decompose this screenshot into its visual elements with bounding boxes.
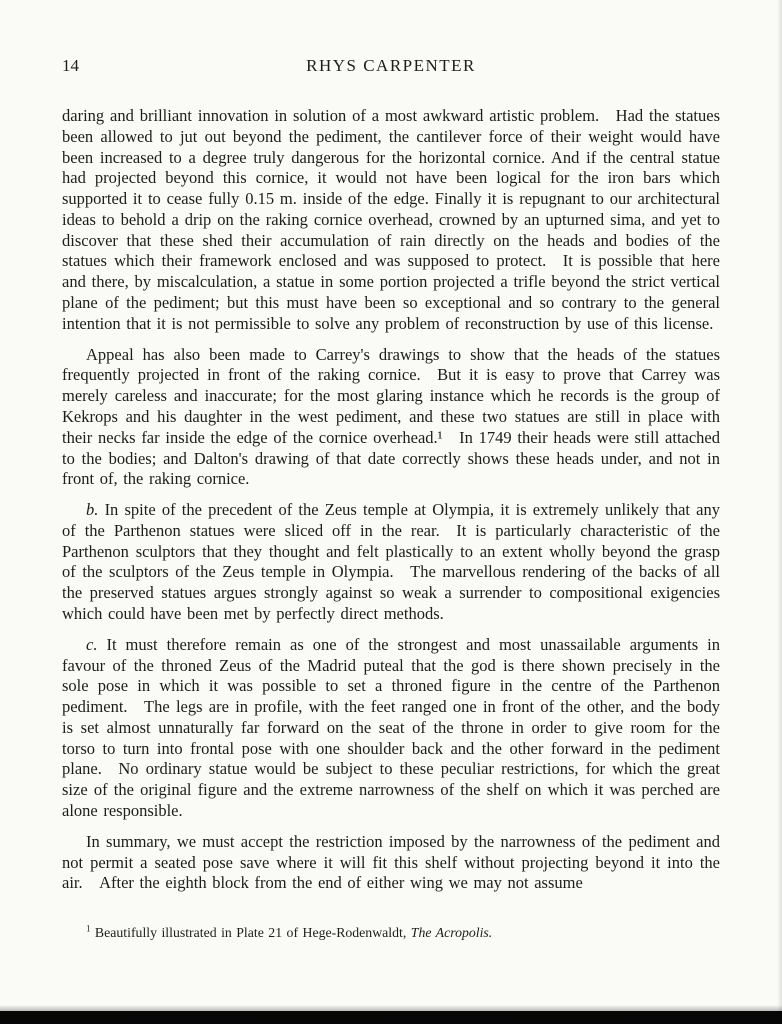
paragraph-text: Appeal has also been made to Carrey's drawings to show that the heads of the statues frequently projected in front of the raking cornice. But it is easy to prove that Carrey was merely careless and inaccurate; for the most glaring instance which he records is the group of Kekrops and his daughter in the west pediment, and these two statues are still in place with their necks far inside the edge of the cornice overhead.¹ In 1749 their heads were still attached to the bodies; and Dalton's drawing of that date correctly shows these heads under, and not in front of, the raking cornice. [62,344,720,489]
paragraph-carrey [62,345,720,490]
running-title: RHYS CARPENTER [306,56,476,75]
page-header [62,56,720,80]
paragraph-lead-letter: c. [86,634,98,654]
page-number: 14 [62,56,79,75]
paragraph-b [62,500,720,625]
paragraph-text: In summary, we must accept the restriction imposed by the narrowness of the pediment and not permit a seated pose save where it will fit this shelf without projecting beyond it into the air. After the eighth block from the end of either wing we may not assume [62,831,720,893]
paragraph-text: daring and brilliant innovation in solution of a most awkward artistic problem. Had the statues been allowed to jut out beyond the pediment, the cantilever force of their weight would have been increased to a degree truly dangerous for the horizontal cornice. And if the central statue had projected beyond this cornice, it would not have been logical for the iron bars which supported it to cease fully 0.15 m. inside of the edge. Finally it is repugnant to our architectural ideas to behold a drip on the raking cornice overhead, crowned by an upturned sima, and yet to discover that these shed their accumulation of rain directly on the heads and bodies of the statues which their framework enclosed and was supposed to protect. It is possible that here and there, by miscalculation, a statue in some portion projected a trifle beyond the strict vertical plane of the pediment; but this must have been so exceptional and so contrary to the general intention that it is not permissible to solve any problem of reconstruction by use of this license. [62,106,720,333]
paragraph-continuation [62,106,720,335]
footnote-work-title: The Acropolis. [410,925,493,941]
paragraph-c [62,635,720,822]
paragraph-text: In spite of the precedent of the Zeus temple at Olympia, it is extremely unlikely that any of the Parthenon statues were sliced off in the rear. It is particularly characteristic of the Parthenon sculptors that they thought and felt plastically to an extent wholly beyond the grasp of the sculptors of the Zeus temple in Olympia. The marvellous rendering of the backs of all the preserved statues argues strongly against so weak a surrender to compositional exigencies which could have been met by perfectly direct methods. [62,500,720,623]
paragraph-text: It must therefore remain as one of the strongest and most unassailable arguments in favour of the throned Zeus of the Madrid puteal that the god is there shown precisely in the sole pose in which it was possible to set a throned figure in the centre of the Parthenon pediment. The legs are in profile, with the feet ranged one in front of the other, and the body is set almost unnaturally far forward on the seat of the throne in order to give room for the torso to turn into frontal pose with one shoulder back and the other forward in the pediment plane. No ordinary statue would be subject to these peculiar restrictions, for which the great size of the original figure and the extreme narrowness of the shelf on which it was perched are alone responsible. [62,634,720,820]
footnote-marker: 1 [86,923,91,934]
body-text [62,106,720,894]
footnote [62,924,720,942]
footnote-text: Beautifully illustrated in Plate 21 of Hege-Rodenwaldt, [90,925,411,941]
paragraph-lead-letter: b. [86,500,99,520]
scan-edge-bottom [0,1011,782,1024]
paragraph-summary [62,832,720,894]
